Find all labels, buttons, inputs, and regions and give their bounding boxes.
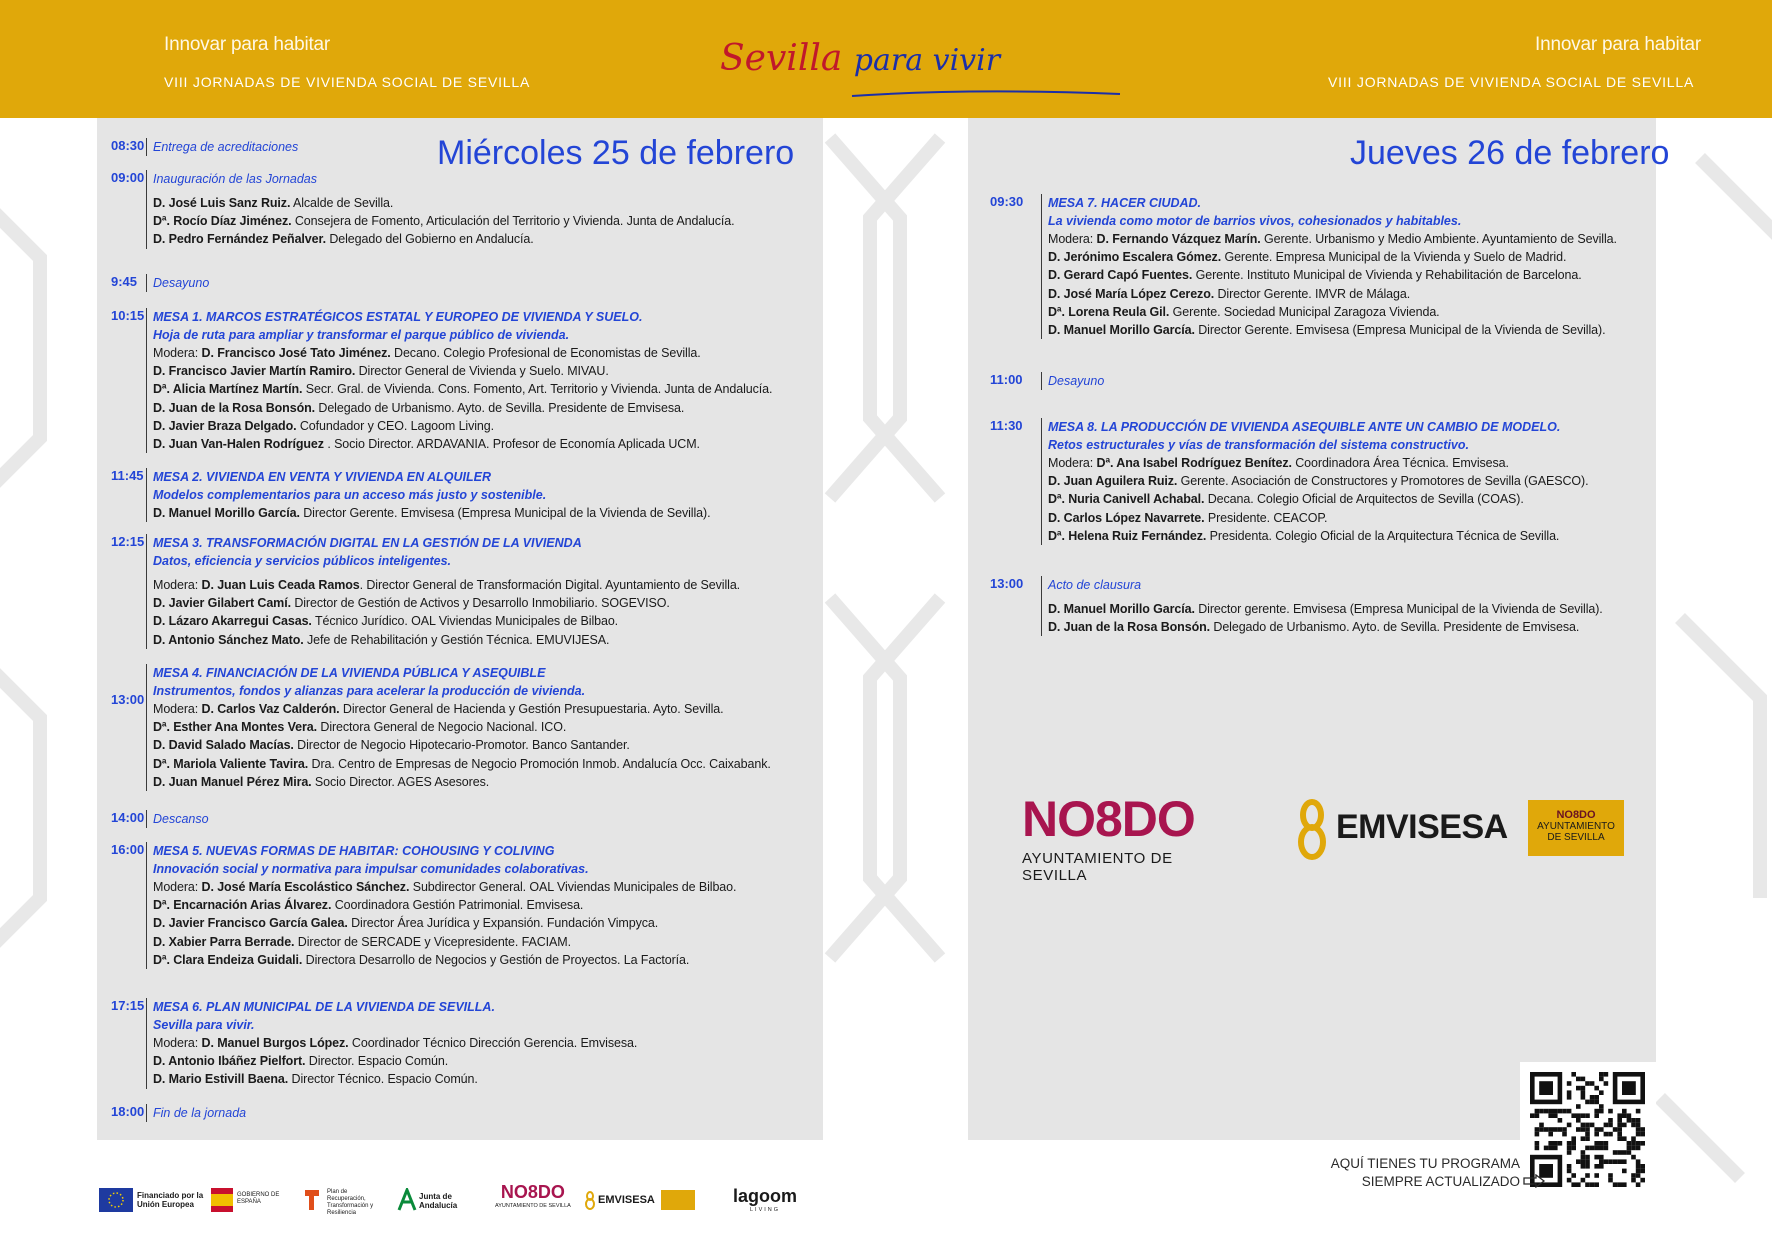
- session-time: 17:15: [111, 998, 145, 1013]
- speaker-row: [1048, 618, 1603, 636]
- speaker-role: Coordinador Técnico Dirección Gerencia. Emvisesa.: [348, 1036, 638, 1050]
- speaker-role: Director gerente. Emvisesa (Empresa Municipal de la Vivienda de Sevilla).: [1194, 602, 1603, 616]
- speaker-role: Alcalde de Sevilla.: [290, 196, 394, 210]
- emvisesa-badge-sub1: AYUNTAMIENTO: [1537, 821, 1615, 832]
- speaker-role: Presidenta. Colegio Oficial de la Arquitectura Técnica de Sevilla.: [1206, 528, 1560, 543]
- session-time: 13:00: [111, 692, 145, 707]
- nodo-word: NO8DO: [1022, 791, 1195, 847]
- speaker-name: D. Mario Estivill Baena.: [153, 1072, 289, 1087]
- speaker-role: Delegado de Urbanismo. Ayto. de Sevilla. Presidente de Emvisesa.: [1210, 620, 1580, 635]
- emvisesa-small-logo: [585, 1190, 655, 1215]
- junta-text: Junta de Andalucía: [419, 1192, 458, 1210]
- eu-logo: [99, 1188, 204, 1217]
- emvisesa-small-word: EMVISESA: [598, 1194, 655, 1206]
- speaker-role: Gerente. Asociación de Constructores y Promotores de Sevilla (GAESCO).: [1177, 474, 1589, 489]
- junta-logo: [397, 1188, 458, 1217]
- speaker-role: Coordinadora Área Técnica. Emvisesa.: [1291, 456, 1509, 470]
- day1-panel: [97, 118, 823, 1140]
- session-time: 11:00: [990, 372, 1023, 387]
- speaker-row: [1048, 490, 1588, 508]
- speaker-row: [153, 631, 740, 649]
- speaker-name: D. Manuel Burgos López.: [201, 1036, 349, 1050]
- speaker-row: [153, 700, 771, 718]
- day2-title: Jueves 26 de febrero: [1350, 134, 1670, 172]
- session-block: [1041, 576, 1603, 636]
- speaker-role: Técnico Jurídico. OAL Viviendas Municipales de Bilbao.: [311, 614, 619, 629]
- speaker-role: Decano. Colegio Profesional de Economistas de Sevilla.: [390, 346, 701, 360]
- header-event-right: VIII JORNADAS DE VIVIENDA SOCIAL DE SEVILLA: [1328, 74, 1695, 90]
- session-block: [146, 274, 209, 292]
- speaker-role: Consejera de Fomento, Articulación del Territorio y Vivienda. Junta de Andalucía.: [291, 214, 735, 229]
- speaker-row: [153, 736, 771, 754]
- speaker-name: D. Juan de la Rosa Bonsón.: [153, 400, 316, 415]
- speaker-role: Director Área Jurídica y Expansión. Fundación Vimpyca.: [347, 916, 659, 931]
- ministry-text: GOBIERNO DE ESPAÑA: [237, 1192, 280, 1205]
- speaker-role: Decana. Colegio Oficial de Arquitectos de Sevilla (COAS).: [1204, 492, 1524, 507]
- emvisesa-badge-top: NO8DO: [1556, 809, 1596, 821]
- speaker-row: [153, 380, 772, 398]
- session-block: [146, 308, 772, 453]
- speaker-prefix: Modera:: [153, 578, 202, 592]
- eu-flag-icon: [99, 1188, 133, 1212]
- session-subtitle: Hoja de ruta para ampliar y transformar el parque público de vivienda.: [153, 328, 570, 342]
- speaker-row: [1048, 454, 1588, 472]
- session-time: 9:45: [111, 274, 138, 289]
- session-title: Desayuno: [1048, 374, 1105, 388]
- speaker-name: Dª. Esther Ana Montes Vera.: [153, 720, 318, 735]
- speaker-row: [1048, 472, 1588, 490]
- session-time: 11:45: [111, 468, 144, 483]
- speaker-prefix: Modera:: [153, 880, 202, 894]
- speaker-prefix: Modera:: [153, 702, 202, 716]
- speaker-row: [1048, 285, 1617, 303]
- header-event-left: VIII JORNADAS DE VIVIENDA SOCIAL DE SEVILLA: [164, 74, 531, 90]
- speaker-row: [153, 344, 772, 362]
- nodo-small-word: NO8DO: [500, 1182, 565, 1202]
- session-time: 16:00: [111, 842, 145, 857]
- speaker-row: [153, 1070, 637, 1088]
- session-block: [146, 842, 736, 969]
- session-title: MESA 1. MARCOS ESTRATÉGICOS ESTATAL Y EUROPEO DE VIVIENDA Y SUELO.: [153, 310, 643, 324]
- speaker-row: [153, 718, 771, 736]
- session-title: Entrega de acreditaciones: [153, 140, 299, 154]
- logo-accent: para vivir: [853, 43, 1001, 78]
- spain-shield-icon: [211, 1188, 233, 1212]
- speaker-name: D. Manuel Morillo García.: [153, 506, 300, 520]
- qr-caption-line2: SIEMPRE ACTUALIZADO: [1361, 1174, 1520, 1189]
- speaker-role: Gerente. Sociedad Municipal Zaragoza Vivienda.: [1169, 304, 1440, 319]
- speaker-row: [153, 212, 734, 230]
- nodo-sub: AYUNTAMIENTO DE SEVILLA: [1022, 850, 1173, 884]
- session-block: [1041, 372, 1104, 390]
- speaker-name: D. José María López Cerezo.: [1048, 286, 1215, 301]
- session-time: 10:15: [111, 308, 145, 323]
- speaker-row: [153, 914, 736, 932]
- session-title: Acto de clausura: [1048, 578, 1142, 592]
- session-subtitle: Retos estructurales y vías de transformación del sistema constructivo.: [1048, 438, 1469, 452]
- speaker-row: [153, 951, 736, 969]
- speaker-role: . Socio Director. ARDAVANIA. Profesor de Economía Aplicada UCM.: [323, 437, 700, 452]
- speaker-role: . Director General de Transformación Digital. Ayuntamiento de Sevilla.: [359, 578, 741, 592]
- session-block: [1041, 418, 1588, 545]
- speaker-row: [1048, 527, 1588, 545]
- speaker-role: Directora Desarrollo de Negocios y Gestión de Proyectos. La Factoría.: [302, 952, 690, 967]
- speaker-name: D. Antonio Ibáñez Pielfort.: [153, 1054, 306, 1069]
- speaker-role: Gerente. Empresa Municipal de la Vivienda y Suelo de Madrid.: [1221, 250, 1567, 265]
- session-subtitle: Modelos complementarios para un acceso más justo y sostenible.: [153, 488, 547, 502]
- speaker-row: [1048, 303, 1617, 321]
- speaker-role: Delegado de Urbanismo. Ayto. de Sevilla. Presidente de Emvisesa.: [315, 400, 685, 415]
- speaker-name: Dª. Lorena Reula Gil.: [1048, 304, 1170, 319]
- recovery-plan-icon: [305, 1188, 323, 1212]
- emvisesa-badge-sub2: DE SEVILLA: [1547, 832, 1605, 843]
- speaker-name: Dª. Rocío Díaz Jiménez.: [153, 214, 292, 229]
- speaker-row: [153, 504, 710, 522]
- session-time: 08:30: [111, 138, 145, 153]
- speaker-name: D. Manuel Morillo García.: [1048, 323, 1195, 338]
- speaker-row: [153, 933, 736, 951]
- ministry-logo: [211, 1188, 280, 1217]
- speaker-role: Director de Gestión de Activos y Desarrollo Inmobiliario. SOGEVISO.: [290, 596, 670, 611]
- speaker-row: [153, 612, 740, 630]
- session-block: [146, 810, 209, 828]
- speaker-row: [153, 194, 734, 212]
- lagoom-sub: LIVING: [749, 1207, 781, 1213]
- eu-text: Financiado por la Unión Europea: [137, 1191, 204, 1209]
- speaker-role: Subdirector General. OAL Viviendas Municipales de Bilbao.: [409, 880, 737, 894]
- speaker-name: D. Javier Braza Delgado.: [153, 418, 297, 433]
- speaker-role: Directora General de Negocio Nacional. ICO.: [317, 720, 567, 735]
- speaker-name: D. José Luis Sanz Ruiz.: [153, 196, 291, 210]
- speaker-name: D. Carlos López Navarrete.: [1048, 510, 1205, 525]
- session-title: MESA 5. NUEVAS FORMAS DE HABITAR: COHOUSING Y COLIVING: [153, 844, 555, 858]
- speaker-name: D. Juan de la Rosa Bonsón.: [1048, 620, 1211, 635]
- session-title: MESA 7. HACER CIUDAD.: [1048, 196, 1202, 210]
- speaker-name: D. Gerard Capó Fuentes.: [1048, 268, 1193, 283]
- speaker-row: [153, 1034, 637, 1052]
- emvisesa-badge: [1528, 800, 1624, 856]
- junta-icon: [397, 1188, 417, 1212]
- speaker-name: D. Juan Luis Ceada Ramos: [201, 578, 360, 592]
- speaker-row: [1048, 266, 1617, 284]
- speaker-name: D. Jerónimo Escalera Gómez.: [1048, 250, 1222, 265]
- lagoom-logo: [733, 1186, 797, 1213]
- sponsor-footer: [97, 1176, 817, 1226]
- speaker-row: [153, 362, 772, 380]
- speaker-row: [153, 417, 772, 435]
- arrow-right-icon: [1522, 1174, 1546, 1188]
- speaker-row: [153, 230, 734, 248]
- session-subtitle: Sevilla para vivir.: [153, 1018, 255, 1032]
- session-time: 14:00: [111, 810, 145, 825]
- speaker-name: D. Xabier Parra Berrade.: [153, 934, 295, 949]
- session-title: MESA 8. LA PRODUCCIÓN DE VIVIENDA ASEQUIBLE ANTE UN CAMBIO DE MODELO.: [1048, 420, 1561, 434]
- emvisesa-logo: [1292, 798, 1632, 868]
- speaker-name: D. Manuel Morillo García.: [1048, 602, 1195, 616]
- speaker-role: Director de SERCADE y Vicepresidente. FACIAM.: [294, 934, 571, 949]
- speaker-name: D. Javier Gilabert Camí.: [153, 596, 291, 611]
- session-title: Inauguración de las Jornadas: [153, 172, 318, 186]
- speaker-name: D. Francisco Javier Martín Ramiro.: [153, 364, 356, 379]
- session-block: [146, 170, 734, 249]
- speaker-name: Dª. Clara Endeiza Guidali.: [153, 952, 303, 967]
- speaker-row: [1048, 248, 1617, 266]
- speaker-role: Director Gerente. Emvisesa (Empresa Municipal de la Vivienda de Sevilla).: [299, 506, 711, 520]
- speaker-role: Director Técnico. Espacio Común.: [288, 1072, 478, 1087]
- session-block: [146, 664, 771, 791]
- speaker-row: [1048, 509, 1588, 527]
- speaker-role: Jefe de Rehabilitación y Gestión Técnica. EMUVIJESA.: [303, 632, 610, 647]
- session-block: [1041, 194, 1617, 339]
- logo-underline-icon: [850, 86, 1150, 106]
- speaker-role: Director Gerente. Emvisesa (Empresa Municipal de la Vivienda de Sevilla).: [1194, 323, 1606, 338]
- speaker-name: Dª. Encarnación Arias Álvarez.: [153, 898, 332, 913]
- speaker-role: Delegado del Gobierno en Andalucía.: [325, 232, 534, 247]
- session-block: [146, 534, 740, 649]
- speaker-prefix: Modera:: [153, 346, 202, 360]
- speaker-name: D. Juan Van-Halen Rodríguez: [153, 437, 324, 452]
- sevilla-para-vivir-logo: [720, 38, 1040, 118]
- speaker-role: Director Gerente. IMVR de Málaga.: [1214, 286, 1411, 301]
- emvisesa-small-icon: [585, 1190, 595, 1210]
- speaker-name: D. Juan Manuel Pérez Mira.: [153, 774, 312, 789]
- emvisesa-small-badge: [661, 1190, 695, 1210]
- recovery-plan-logo: [305, 1188, 374, 1217]
- speaker-name: Dª. Ana Isabel Rodríguez Benítez.: [1096, 456, 1292, 470]
- speaker-name: D. Javier Francisco García Galea.: [153, 916, 348, 931]
- logo-main: Sevilla: [720, 38, 843, 79]
- session-title: MESA 4. FINANCIACIÓN DE LA VIVIENDA PÚBLICA Y ASEQUIBLE: [153, 666, 546, 680]
- speaker-row: [153, 435, 772, 453]
- nodo-small-logo: [495, 1182, 571, 1209]
- speaker-role: Director de Negocio Hipotecario-Promotor. Banco Santander.: [293, 738, 630, 753]
- speaker-name: D. Francisco José Tato Jiménez.: [201, 346, 391, 360]
- nodo-small-sub: AYUNTAMIENTO DE SEVILLA: [495, 1203, 571, 1209]
- speaker-role: Gerente. Urbanismo y Medio Ambiente. Ayuntamiento de Sevilla.: [1260, 232, 1617, 246]
- speaker-row: [1048, 321, 1617, 339]
- speaker-role: Gerente. Instituto Municipal de Vivienda y Rehabilitación de Barcelona.: [1192, 268, 1582, 283]
- speaker-row: [153, 878, 736, 896]
- qr-caption: [1320, 1155, 1520, 1191]
- speaker-row: [153, 896, 736, 914]
- day2-panel: [968, 118, 1670, 1140]
- speaker-name: D. José María Escolástico Sánchez.: [201, 880, 410, 894]
- speaker-row: [153, 399, 772, 417]
- session-title: Descanso: [153, 812, 209, 826]
- header-tagline-left: Innovar para habitar: [164, 34, 331, 55]
- header-tagline-right: Innovar para habitar: [1535, 34, 1702, 55]
- session-time: 11:30: [990, 418, 1023, 433]
- speaker-name: Dª. Nuria Canivell Achabal.: [1048, 492, 1205, 507]
- emvisesa-eight-icon: [1294, 798, 1330, 860]
- session-title: Fin de la jornada: [153, 1106, 247, 1120]
- session-subtitle: La vivienda como motor de barrios vivos, cohesionados y habitables.: [1048, 214, 1462, 228]
- speaker-role: Director. Espacio Común.: [305, 1054, 449, 1069]
- speaker-name: D. Fernando Vázquez Marín.: [1096, 232, 1261, 246]
- qr-caption-line1: AQUÍ TIENES TU PROGRAMA: [1330, 1156, 1520, 1171]
- session-title: MESA 6. PLAN MUNICIPAL DE LA VIVIENDA DE SEVILLA.: [153, 1000, 495, 1014]
- speaker-role: Socio Director. AGES Asesores.: [311, 774, 490, 789]
- session-block: [146, 1104, 246, 1122]
- session-subtitle: Instrumentos, fondos y alianzas para acelerar la producción de vivienda.: [153, 684, 586, 698]
- session-title: MESA 2. VIVIENDA EN VENTA Y VIVIENDA EN ALQUILER: [153, 470, 492, 484]
- speaker-role: Dra. Centro de Empresas de Negocio Promoción Inmob. Andalucía Occ. Caixabank.: [308, 756, 771, 771]
- speaker-row: [153, 773, 771, 791]
- session-time: 09:30: [990, 194, 1024, 209]
- session-title: Desayuno: [153, 276, 210, 290]
- speaker-row: [1048, 600, 1603, 618]
- speaker-role: Presidente. CEACOP.: [1204, 510, 1328, 525]
- session-block: [146, 468, 710, 522]
- speaker-prefix: Modera:: [1048, 456, 1097, 470]
- speaker-row: [1048, 230, 1617, 248]
- header-banner: [0, 0, 1772, 118]
- speaker-name: Dª. Mariola Valiente Tavira.: [153, 756, 309, 771]
- emvisesa-word: EMVISESA: [1336, 808, 1508, 846]
- session-subtitle: Innovación social y normativa para impulsar comunidades colaborativas.: [153, 862, 589, 876]
- speaker-row: [153, 1052, 637, 1070]
- session-time: 12:15: [111, 534, 145, 549]
- speaker-row: [153, 755, 771, 773]
- session-subtitle: Datos, eficiencia y servicios públicos inteligentes.: [153, 554, 452, 568]
- nodo-ayuntamiento-logo: [1022, 790, 1222, 900]
- session-time: 13:00: [990, 576, 1024, 591]
- speaker-name: D. Lázaro Akarregui Casas.: [153, 614, 312, 629]
- speaker-name: D. Pedro Fernández Peñalver.: [153, 232, 326, 247]
- speaker-role: Cofundador y CEO. Lagoom Living.: [296, 418, 495, 433]
- speaker-prefix: Modera:: [153, 1036, 202, 1050]
- session-time: 09:00: [111, 170, 145, 185]
- speaker-role: Director General de Vivienda y Suelo. MIVAU.: [355, 364, 609, 379]
- speaker-row: [153, 576, 740, 594]
- speaker-name: D. Carlos Vaz Calderón.: [201, 702, 340, 716]
- session-block: [146, 998, 637, 1089]
- recovery-text: Plan de Recuperación, Transformación y Resiliencia: [327, 1189, 374, 1216]
- speaker-name: D. Juan Aguilera Ruiz.: [1048, 474, 1178, 489]
- speaker-role: Director General de Hacienda y Gestión Presupuestaria. Ayto. Sevilla.: [339, 702, 724, 716]
- day1-title: Miércoles 25 de febrero: [437, 134, 795, 172]
- speaker-name: Dª. Helena Ruiz Fernández.: [1048, 528, 1207, 543]
- speaker-row: [153, 594, 740, 612]
- speaker-prefix: Modera:: [1048, 232, 1097, 246]
- speaker-name: Dª. Alicia Martínez Martín.: [153, 382, 303, 397]
- speaker-name: D. Antonio Sánchez Mato.: [153, 632, 304, 647]
- session-time: 18:00: [111, 1104, 145, 1119]
- session-title: MESA 3. TRANSFORMACIÓN DIGITAL EN LA GESTIÓN DE LA VIVIENDA: [153, 536, 582, 550]
- speaker-role: Coordinadora Gestión Patrimonial. Emvisesa.: [331, 898, 584, 913]
- speaker-role: Secr. Gral. de Vivienda. Cons. Fomento, Art. Territorio y Vivienda. Junta de Andalucía.: [302, 382, 773, 397]
- lagoom-word: lagoom: [733, 1186, 798, 1206]
- session-block: [146, 138, 298, 156]
- speaker-name: D. David Salado Macías.: [153, 738, 294, 753]
